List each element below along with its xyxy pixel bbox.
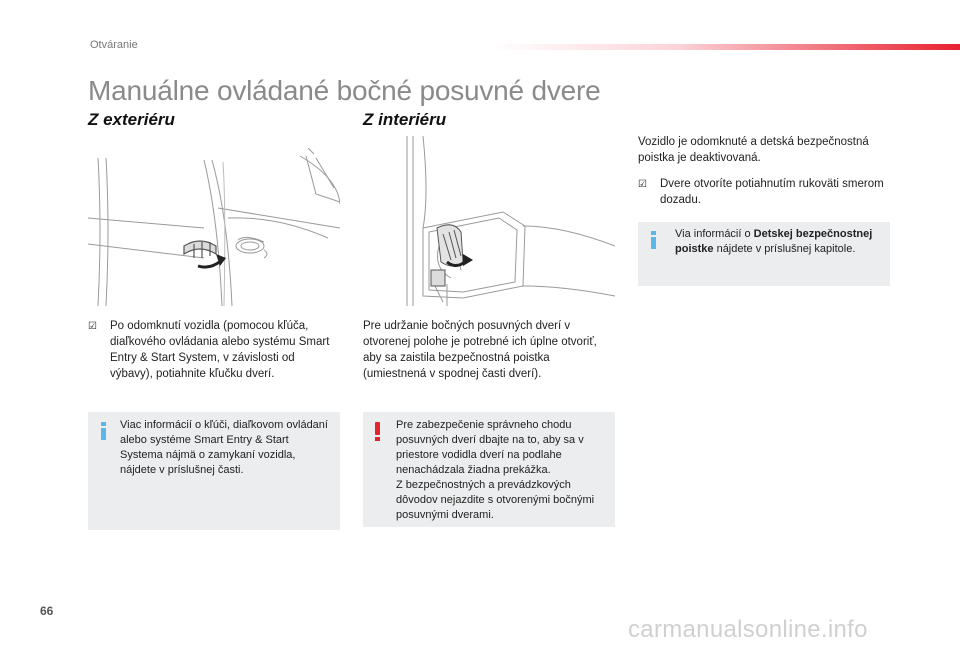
interior-door-illustration bbox=[363, 136, 615, 306]
right-bullet-text: Dvere otvoríte potiahnutím rukoväti smerom dozadu. bbox=[660, 178, 884, 206]
info-icon bbox=[101, 422, 106, 440]
info-icon bbox=[651, 231, 656, 249]
right-bullet bbox=[638, 176, 890, 208]
exterior-bullet-text: Po odomknutí vozidla (pomocou kľúča, diaľkového ovládania alebo systému Smart Entry & Start System, v závislosti od výbavy), potiahnite kľučku dverí. bbox=[110, 320, 330, 380]
arrow-bullet-icon: ☑ bbox=[88, 321, 97, 332]
page-number: 66 bbox=[40, 604, 54, 618]
right-info-suffix: nájdete v príslušnej kapitole. bbox=[713, 243, 856, 255]
right-paragraph: Vozidlo je odomknuté a detská bezpečnostná poistka je deaktivovaná. bbox=[638, 136, 869, 164]
right-info-prefix: Via informácií o bbox=[675, 228, 754, 240]
watermark: carmanualsonline.info bbox=[628, 616, 868, 643]
page-title: Manuálne ovládané bočné posuvné dvere bbox=[88, 75, 601, 106]
right-info-text bbox=[675, 227, 879, 257]
warning-icon bbox=[375, 422, 381, 441]
interior-paragraph: Pre udržanie bočných posuvných dverí v otvorenej polohe je potrebné ich úplne otvoriť, aby sa zaistila bezpečnostná poistka (umiestnená v spodnej časti dverí). bbox=[363, 320, 597, 380]
interior-warning-text: Pre zabezpečenie správneho chodu posuvných dverí dbajte na to, aby sa v priestore vodidla dverí na podlahe nenachádzala žiadna prekážka. Z bezpečnostných a prevádzkových dôvodov nejazdite s otvorenými bočnými posuvnými dverami. bbox=[396, 419, 595, 521]
right-info-bold: Detskej bezpečnostnej poistke bbox=[675, 228, 873, 255]
heading-interior: Z interiéru bbox=[363, 110, 447, 129]
exterior-info-box bbox=[88, 412, 340, 530]
interior-warning-box bbox=[363, 412, 615, 527]
exterior-door-illustration bbox=[88, 148, 340, 306]
exterior-door-drawing bbox=[88, 148, 340, 306]
section-label: Otváranie bbox=[90, 39, 138, 51]
interior-door-drawing bbox=[363, 136, 615, 306]
exterior-info-text: Viac informácií o kľúči, diaľkovom ovládaní alebo systéme Smart Entry & Start Systema nájmä o zamykaní vozidla, nájdete v príslušnej časti. bbox=[120, 419, 328, 476]
arrow-bullet-icon: ☑ bbox=[638, 179, 647, 190]
exterior-bullet bbox=[88, 318, 340, 382]
header-accent-bar bbox=[490, 44, 960, 50]
heading-exterior: Z exteriéru bbox=[88, 110, 175, 129]
right-info-box bbox=[638, 222, 890, 286]
